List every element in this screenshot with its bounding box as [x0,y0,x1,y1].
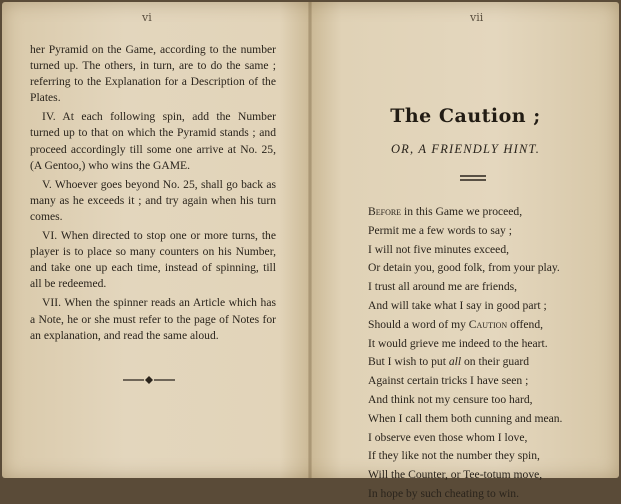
rule-v: V. Whoever goes beyond No. 25, shall go back as many as he exceeds it ; and try again when his turn comes. [30,177,276,223]
rules-text [30,42,276,347]
poem-subtitle: OR, A FRIENDLY HINT. [390,142,541,156]
poem-line: I trust all around me are friends, [368,280,518,294]
line-text: in this Game we proceed, [401,205,523,218]
poem-line [368,203,608,222]
poem-line: In hope by such cheating to win. [368,486,520,500]
page-number-right: vii [470,11,484,24]
poem-line: Permit me a few words to say ; [368,223,512,237]
italic-word: all [448,355,462,369]
poem-line: I will not five minutes exceed, [368,242,510,256]
double-rule-icon [460,175,486,181]
poem-line: I observe even those whom I love, [368,430,528,444]
poem-line: Or detain you, good folk, from your play. [368,261,560,275]
poem-line: It would grieve me indeed to the heart. [368,336,548,350]
line-text: offend, [507,317,544,331]
line-text: on their guard [461,355,530,369]
page-number-left: vi [142,11,152,24]
poem-line: And will take what I say in good part ; [368,298,547,312]
poem-line: Against certain tricks I have seen ; [368,374,529,388]
poem-title: The Caution ; [390,105,541,127]
poem-verses [368,203,608,504]
poem-line [368,353,608,372]
left-page [2,2,310,478]
line-text: Should a word of my [368,317,469,331]
paragraph-continuation: her Pyramid on the Game, according to the number turned up. The others, in turn, are to do the same ; referring to the Explanation for a Description of the Plates. [30,43,276,105]
open-book [2,2,619,500]
poem-line: And think not my censure too hard, [368,392,533,406]
rule-vii: VII. When the spinner reads an Article which has a Note, he or she must refer to the page of Notes for an explanation, and read the same aloud. [30,296,276,342]
poem-line [368,316,608,335]
ornament-divider-icon [123,375,175,385]
poem-line: When I call them both cunning and mean. [368,411,563,425]
small-caps-word: Before [368,205,402,218]
poem-line: If they like not the number they spin, [368,449,540,463]
line-text: But I wish to put [368,355,449,369]
rule-vi: VI. When directed to stop one or more turns, the player is to place so many counters on his Number, and take one up each time, instead of spinning, till all be redeemed. [30,229,276,291]
small-caps-word: Caution [468,317,508,331]
right-page [312,2,619,500]
poem-line: Will the Counter, or Tee-totum move, [368,468,543,482]
rule-iv: IV. At each following spin, add the Number turned up to that on which the Pyramid stands ; and proceed accordingly till some one arrive at No. 25, (A Gentoo,) who wins the GAME. [30,110,276,172]
